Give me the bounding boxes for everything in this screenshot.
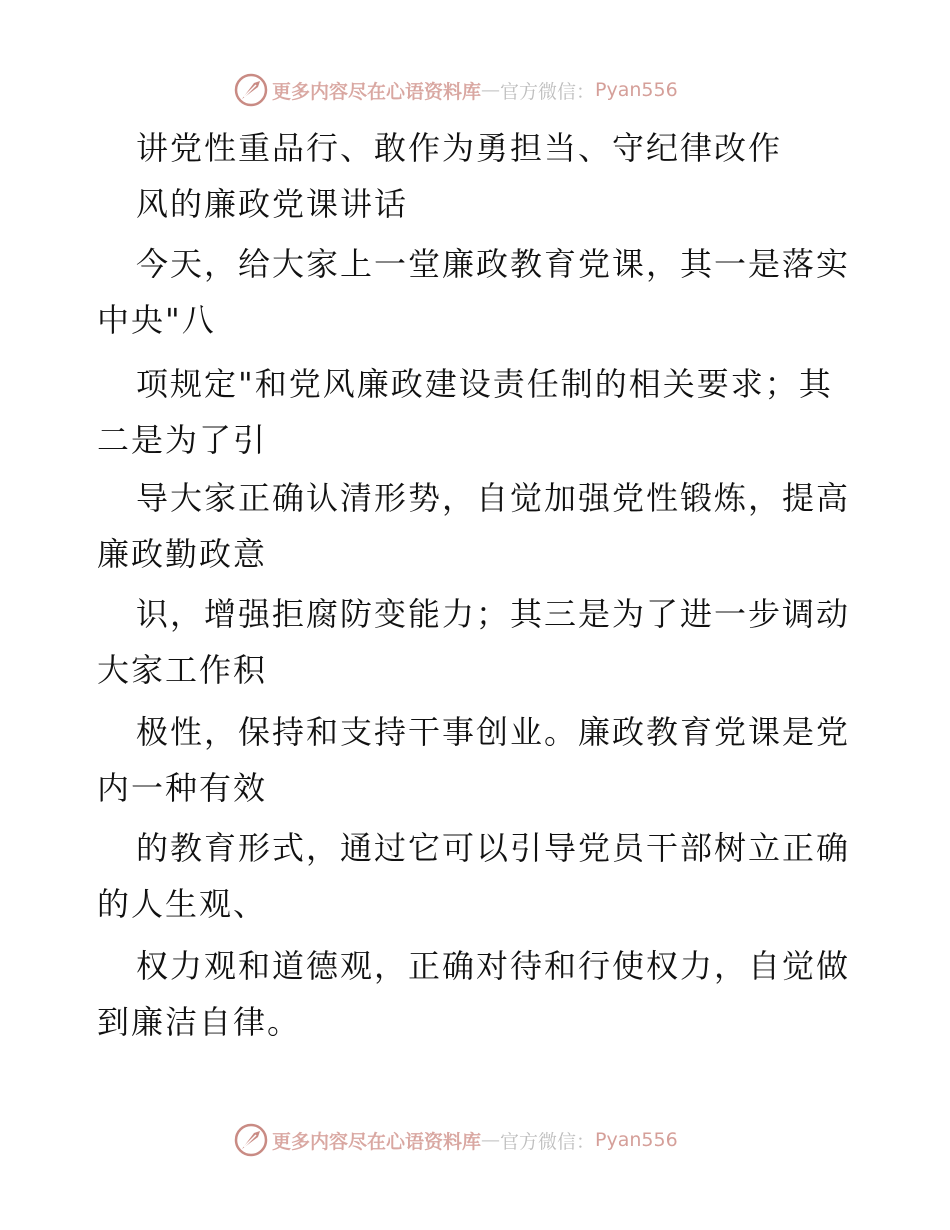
paragraph-line: 导大家正确认清形势，自觉加强党性锻炼，提高 [136, 479, 851, 517]
paragraph-line: 今天，给大家上一堂廉政教育党课，其一是落实 [136, 245, 851, 283]
quill-logo-icon [234, 1123, 268, 1157]
paragraph-line: 的教育形式，通过它可以引导党员干部树立正确 [136, 829, 851, 867]
paragraph-line: 廉政勤政意 [97, 535, 268, 573]
watermark-main-text: 更多内容尽在心语资料库 [272, 80, 482, 103]
quill-logo-icon [234, 73, 268, 107]
paragraph-line: 项规定"和党风廉政建设责任制的相关要求；其 [136, 365, 833, 403]
watermark-account: Pyan556 [595, 1129, 678, 1151]
paragraph-line: 权力观和道德观，正确对待和行使权力，自觉做 [136, 947, 851, 985]
paragraph-line: 极性，保持和支持干事创业。廉政教育党课是党 [136, 713, 851, 751]
document-title-line: 风的廉政党课讲话 [136, 185, 409, 223]
paragraph-line: 中央"八 [97, 301, 216, 339]
paragraph-line: 二是为了引 [97, 421, 268, 459]
header-watermark [234, 72, 678, 108]
paragraph-line: 识，增强拒腐防变能力；其三是为了进一步调动 [136, 595, 851, 633]
watermark-label: 官方微信： [500, 1130, 596, 1153]
paragraph-line: 到廉洁自律。 [97, 1003, 302, 1041]
paragraph-line: 的人生观、 [97, 885, 268, 923]
watermark-account: Pyan556 [595, 79, 678, 101]
watermark-label: 官方微信： [500, 80, 596, 103]
watermark-separator: — [481, 1129, 501, 1151]
paragraph-line: 大家工作积 [97, 651, 268, 689]
watermark-main-text: 更多内容尽在心语资料库 [272, 1130, 482, 1153]
watermark-separator: — [481, 79, 501, 101]
document-title-line: 讲党性重品行、敢作为勇担当、守纪律改作 [136, 129, 783, 167]
paragraph-line: 内一种有效 [97, 769, 268, 807]
footer-watermark [234, 1122, 678, 1158]
